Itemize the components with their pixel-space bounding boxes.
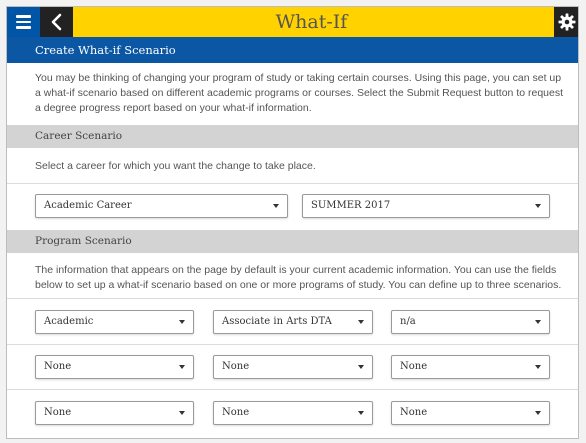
chevron-down-icon [535, 411, 541, 415]
top-bar [7, 7, 579, 37]
chevron-left-icon [49, 13, 63, 31]
program-row3-plan-select[interactable] [391, 401, 550, 425]
settings-button[interactable] [554, 7, 579, 37]
divider [7, 183, 579, 184]
career-scenario-heading: Career Scenario [7, 125, 579, 148]
program-row1-plan-value: n/a [400, 316, 416, 327]
chevron-down-icon [535, 204, 541, 208]
divider [7, 344, 579, 345]
program-row3-career-select[interactable] [35, 401, 194, 425]
what-if-page [6, 6, 579, 439]
term-value: SUMMER 2017 [311, 200, 391, 211]
chevron-down-icon [273, 204, 279, 208]
program-row1-plan-select[interactable] [391, 310, 550, 334]
program-row2-program-select[interactable] [213, 355, 373, 379]
program-instructions: The information that appears on the page by default is your current academic information. You can use the fields below to set up a what-if scenario based on one or more programs of study. You can define up to three scenarios. [35, 264, 562, 291]
program-row2-plan-select[interactable] [391, 355, 550, 379]
chevron-down-icon [179, 365, 185, 369]
program-row2-career-value: None [44, 361, 72, 372]
divider [7, 298, 579, 299]
program-row3-program-select[interactable] [213, 401, 373, 425]
program-row3-plan-value: None [400, 407, 428, 418]
gear-icon [558, 13, 576, 31]
program-row3-program-value: None [222, 407, 250, 418]
hamburger-menu-icon [16, 15, 31, 28]
menu-button[interactable] [7, 7, 40, 37]
program-row2-career-select[interactable] [35, 355, 194, 379]
program-row1-program-select[interactable] [213, 310, 373, 334]
back-button[interactable] [40, 7, 73, 37]
intro-text: You may be thinking of changing your program of study or taking certain courses. Using this page, you can set up a what-if scenario based on different academic programs or courses. Select the Submit Request button to request a degree progress report based on your what-if information. [35, 72, 564, 114]
program-row1-career-value: Academic [44, 316, 94, 327]
chevron-down-icon [358, 411, 364, 415]
chevron-down-icon [535, 365, 541, 369]
page-title: What-If [275, 11, 348, 33]
divider [7, 389, 579, 390]
chevron-down-icon [535, 320, 541, 324]
program-row1-program-value: Associate in Arts DTA [222, 316, 332, 327]
program-row3-career-value: None [44, 407, 72, 418]
program-row1-career-select[interactable] [35, 310, 194, 334]
chevron-down-icon [358, 320, 364, 324]
academic-career-select[interactable] [35, 194, 288, 218]
chevron-down-icon [179, 411, 185, 415]
program-row2-plan-value: None [400, 361, 428, 372]
term-select[interactable] [302, 194, 550, 218]
program-scenario-heading: Program Scenario [7, 230, 579, 253]
career-instructions: Select a career for which you want the change to take place. [35, 160, 316, 172]
chevron-down-icon [179, 320, 185, 324]
section-title: Create What-if Scenario [7, 37, 579, 63]
program-row2-program-value: None [222, 361, 250, 372]
chevron-down-icon [358, 365, 364, 369]
academic-career-value: Academic Career [44, 200, 132, 211]
